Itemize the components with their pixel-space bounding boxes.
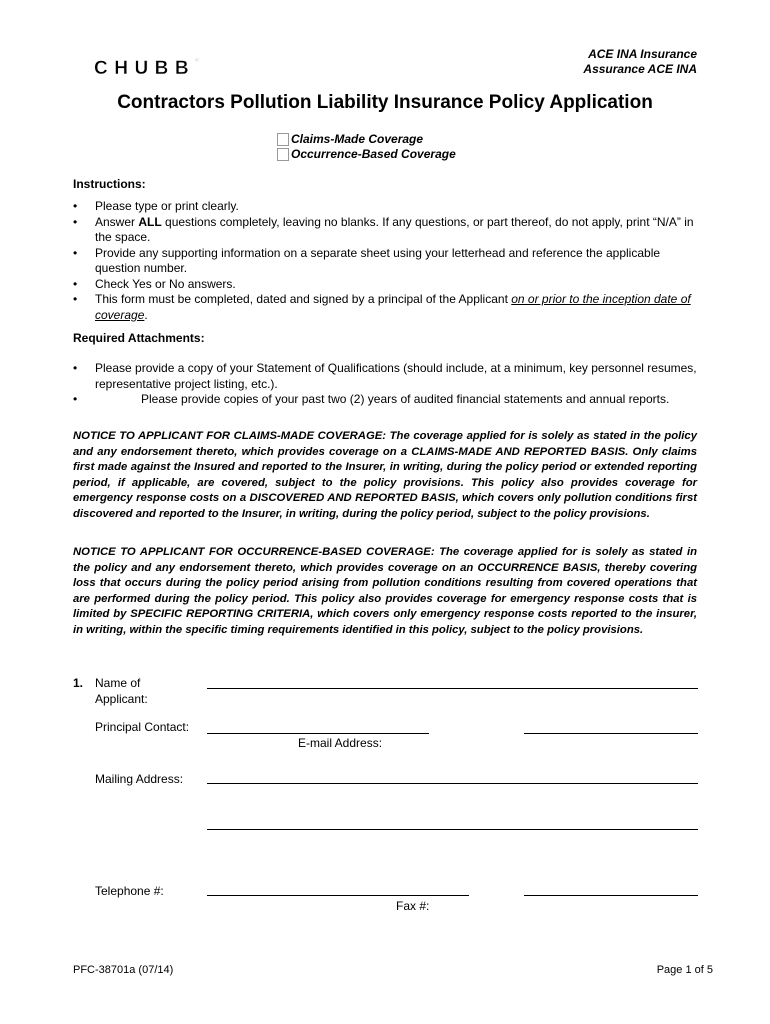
list-item: • Please type or print clearly. (73, 199, 698, 215)
list-item: • Check Yes or No answers. (73, 277, 698, 293)
list-item: • Answer ALL questions completely, leaving no blanks. If any questions, or part thereof, do not apply, print “N/A” in the space. (73, 215, 698, 246)
occurrence-notice: NOTICE TO APPLICANT FOR OCCURRENCE-BASED COVERAGE: The coverage applied for is solely as stated in the policy and any endorsement thereto, which provides coverage on an OCCURRENCE BASIS, thereby covering loss that occurs during the policy period arising from pollution conditions resulting from covered operations that are performed during the policy period. This policy also provides coverage for emergency response costs that is limited by SPECIFIC REPORTING CRITERIA, which covers only emergency response costs reported to the insurer, in writing, within the specific timing requirements identified in this policy, subject to the policy provisions. (73, 546, 697, 636)
claims-made-notice: NOTICE TO APPLICANT FOR CLAIMS-MADE COVERAGE: The coverage applied for is solely as stated in the policy and any endorsement thereto, which provides coverage on a CLAIMS-MADE AND REPORTED BASIS. Only claims first made against the Insured and reported to the Insurer, in writing, during the policy period or extended reporting period, if applicable, are covered, subject to the policy provisions. This policy also provides coverage for emergency response costs on a DISCOVERED AND REPORTED BASIS, which covers only pollution conditions first discovered and reported to the Insurer, in writing, during the policy period, subject to the policy provisions. (73, 430, 697, 520)
attachments-list (73, 361, 698, 408)
list-item: • Provide any supporting information on a separate sheet using your letterhead and reference the applicable question number. (73, 246, 698, 277)
name-of-applicant-field[interactable] (207, 688, 698, 689)
form-code: PFC-38701a (07/14) (73, 964, 174, 976)
claims-made-label: Claims-Made Coverage (291, 132, 424, 146)
company-line-1: ACE INA Insurance (588, 47, 697, 61)
email-label: E-mail Address: (298, 736, 383, 750)
question-number: 1. (73, 676, 84, 690)
fax-field[interactable] (524, 895, 698, 896)
claims-made-checkbox[interactable] (277, 133, 289, 146)
mailing-address-field-2[interactable] (207, 829, 698, 830)
page-title: Contractors Pollution Liability Insurance Policy Application (117, 92, 653, 113)
list-item: • Please provide a copy of your Statement of Qualifications (should include, at a minimum, key personnel resumes, representative project listing, etc.). (73, 361, 698, 392)
instructions-list (73, 199, 698, 323)
mailing-address-label: Mailing Address: (95, 772, 184, 786)
instructions-heading: Instructions: (73, 177, 146, 191)
company-line-2: Assurance ACE INA (583, 62, 697, 76)
telephone-field[interactable] (207, 895, 469, 896)
list-item: • This form must be completed, dated and signed by a principal of the Applicant on or prior to the inception date of coverage. (73, 292, 698, 323)
occurrence-based-label: Occurrence-Based Coverage (291, 147, 456, 161)
claims-made-option[interactable] (277, 132, 423, 146)
page-number: Page 1 of 5 (656, 964, 713, 976)
registered-mark: ® (195, 58, 200, 64)
telephone-label: Telephone #: (95, 884, 164, 898)
principal-contact-field[interactable] (207, 733, 429, 734)
fax-label: Fax #: (396, 899, 430, 913)
logo-text: CHUBB (94, 58, 196, 79)
email-field[interactable] (524, 733, 698, 734)
name-of-applicant-label: Name of Applicant: (95, 676, 148, 706)
occurrence-based-checkbox[interactable] (277, 148, 289, 161)
attachments-heading: Required Attachments: (73, 331, 205, 345)
mailing-address-field-1[interactable] (207, 783, 698, 784)
occurrence-based-option[interactable] (277, 147, 456, 161)
principal-contact-label: Principal Contact: (95, 720, 190, 734)
chubb-logo (94, 58, 200, 80)
list-item: • Please provide copies of your past two (2) years of audited financial statements and annual reports. (73, 392, 698, 408)
company-name (583, 47, 697, 77)
